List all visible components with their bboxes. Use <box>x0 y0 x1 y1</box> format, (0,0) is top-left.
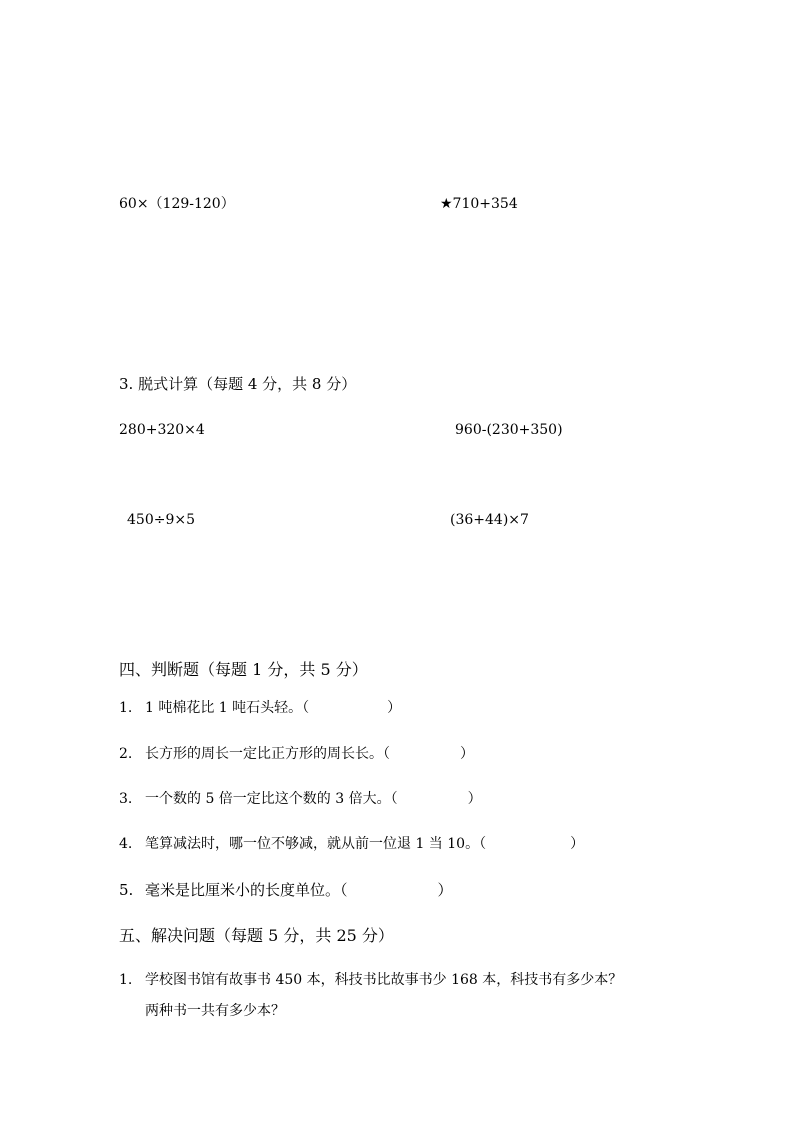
section-3-title: 3. 脱式计算（每题 4 分，共 8 分） <box>119 375 357 393</box>
item-close-paren: ） <box>570 836 585 852</box>
problem-item-1-line-2: 两种书一共有多少本？ <box>145 1003 285 1019</box>
item-number: 3. <box>119 791 133 807</box>
judgement-item-3 <box>119 790 482 808</box>
expression-top-right: ★710+354 <box>440 196 518 212</box>
item-close-paren: ） <box>467 791 482 807</box>
problem-item-1 <box>119 971 622 989</box>
item-text: 一个数的 5 倍一定比这个数的 3 倍大。（ <box>145 791 398 807</box>
item-text: 1 吨棉花比 1 吨石头轻。（ <box>145 700 310 716</box>
item-number: 2. <box>119 746 133 762</box>
item-text: 笔算减法时，哪一位不够减，就从前一位退 1 当 10。（ <box>145 836 487 852</box>
item-text: 毫米是比厘米小的长度单位。（ <box>145 881 348 899</box>
item-text: 长方形的周长一定比正方形的周长长。（ <box>145 746 390 762</box>
expression-3-1: 280+320×4 <box>119 422 205 438</box>
item-number: 5. <box>119 881 134 899</box>
item-number: 4. <box>119 836 133 852</box>
expression-3-3: 450÷9×5 <box>127 512 195 528</box>
item-close-paren: ） <box>460 746 474 762</box>
judgement-item-4 <box>119 835 584 853</box>
problem-text-line-1: 学校图书馆有故事书 450 本，科技书比故事书少 168 本，科技书有多少本？ <box>145 972 623 988</box>
expression-top-left: 60×（129-120） <box>119 196 235 212</box>
item-number: 1. <box>119 972 133 988</box>
section-5-title: 五、解决问题（每题 5 分，共 25 分） <box>119 926 394 945</box>
item-close-paren: ） <box>387 700 402 716</box>
section-4-title: 四、判断题（每题 1 分，共 5 分） <box>119 660 368 679</box>
judgement-item-5 <box>119 881 453 899</box>
item-close-paren: ） <box>437 881 453 899</box>
judgement-item-1 <box>119 699 401 717</box>
judgement-item-2 <box>119 745 474 763</box>
expression-3-2: 960-(230+350) <box>455 422 563 438</box>
expression-3-4: (36+44)×7 <box>450 512 529 528</box>
item-number: 1. <box>119 700 133 716</box>
